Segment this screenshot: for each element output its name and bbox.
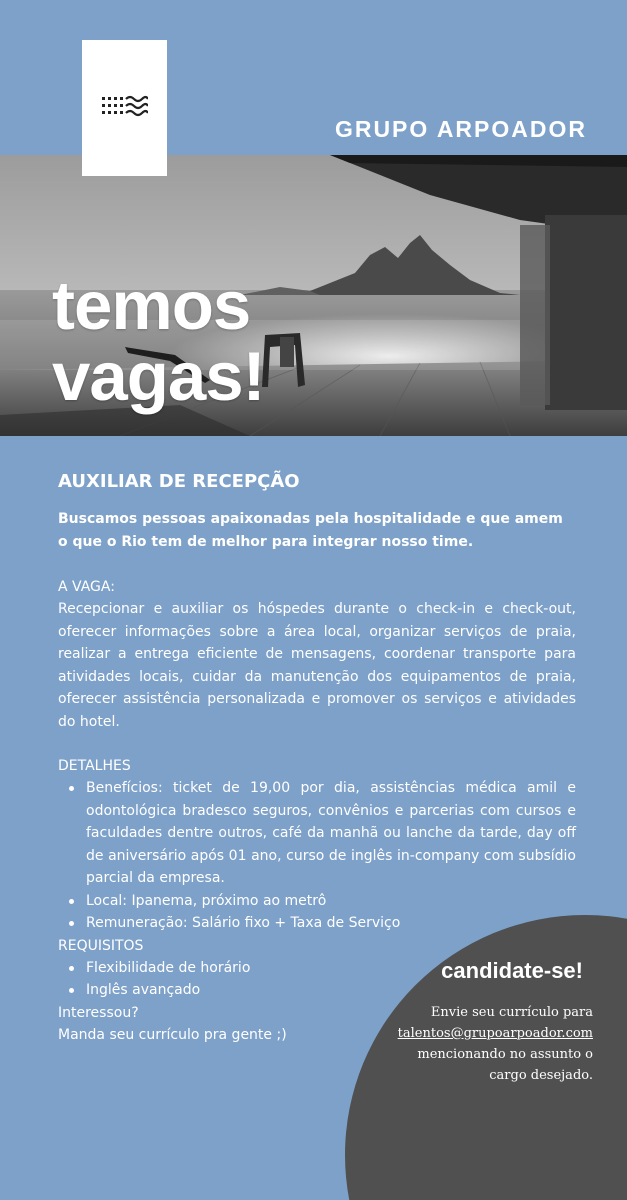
headline-line-2: vagas! bbox=[52, 338, 265, 415]
logo bbox=[82, 40, 167, 176]
closing-line-1: Interessou? bbox=[58, 1004, 139, 1021]
cta-body bbox=[333, 1002, 593, 1086]
vaga-text: Recepcionar e auxiliar os hóspedes durante o check-in e check-out, oferecer informações sobre a área local, organizar serviços de praia, realizar a entrega eficiente de mensagens, coordenar transporte para atividades locais, cuidar da manutenção dos equipamentos de praia, oferecer assistência personalizada e promover os serviços e atividades do hotel. bbox=[58, 601, 576, 730]
brand-name: GRUPO ARPOADOR bbox=[334, 116, 587, 142]
grid-waves-icon bbox=[102, 93, 148, 123]
list-item: Local: Ipanema, próximo ao metrô bbox=[58, 890, 576, 913]
list-item: Remuneração: Salário fixo + Taxa de Serviço bbox=[58, 912, 576, 935]
requisitos-heading: REQUISITOS bbox=[58, 937, 144, 954]
requisitos-list bbox=[58, 957, 358, 1002]
job-title: AUXILIAR DE RECEPÇÃO bbox=[58, 471, 300, 492]
headline bbox=[52, 267, 265, 415]
list-item: Inglês avançado bbox=[58, 979, 358, 1002]
job-intro: Buscamos pessoas apaixonadas pela hospitalidade e que amem o que o Rio tem de melhor para integrar nosso time. bbox=[58, 511, 563, 550]
cta-line-3: cargo desejado. bbox=[489, 1068, 593, 1083]
cta-block bbox=[333, 956, 593, 1086]
cta-line-1: Envie seu currículo para bbox=[430, 1005, 593, 1020]
cta-title: candidate-se! bbox=[441, 958, 583, 983]
cta-line-2: mencionando no assunto o bbox=[417, 1047, 593, 1062]
detalhes-heading: DETALHES bbox=[58, 758, 131, 774]
list-item: Flexibilidade de horário bbox=[58, 957, 358, 980]
list-item: Benefícios: ticket de 19,00 por dia, assistências médica amil e odontológica bradesco seguros, convênios e parcerias com cursos e faculdades dentre outros, café da manhã ou lanche da tarde, day off de aniversário após 01 ano, curso de inglês in-company com subsídio parcial da empresa. bbox=[58, 777, 576, 890]
detalhes-list bbox=[58, 777, 576, 935]
closing-line-2: Manda seu currículo pra gente ;) bbox=[58, 1027, 287, 1043]
vaga-heading: A VAGA: bbox=[58, 579, 115, 595]
email-link[interactable]: talentos@grupoarpoador.com bbox=[397, 1026, 593, 1041]
headline-line-1: temos bbox=[52, 267, 251, 344]
